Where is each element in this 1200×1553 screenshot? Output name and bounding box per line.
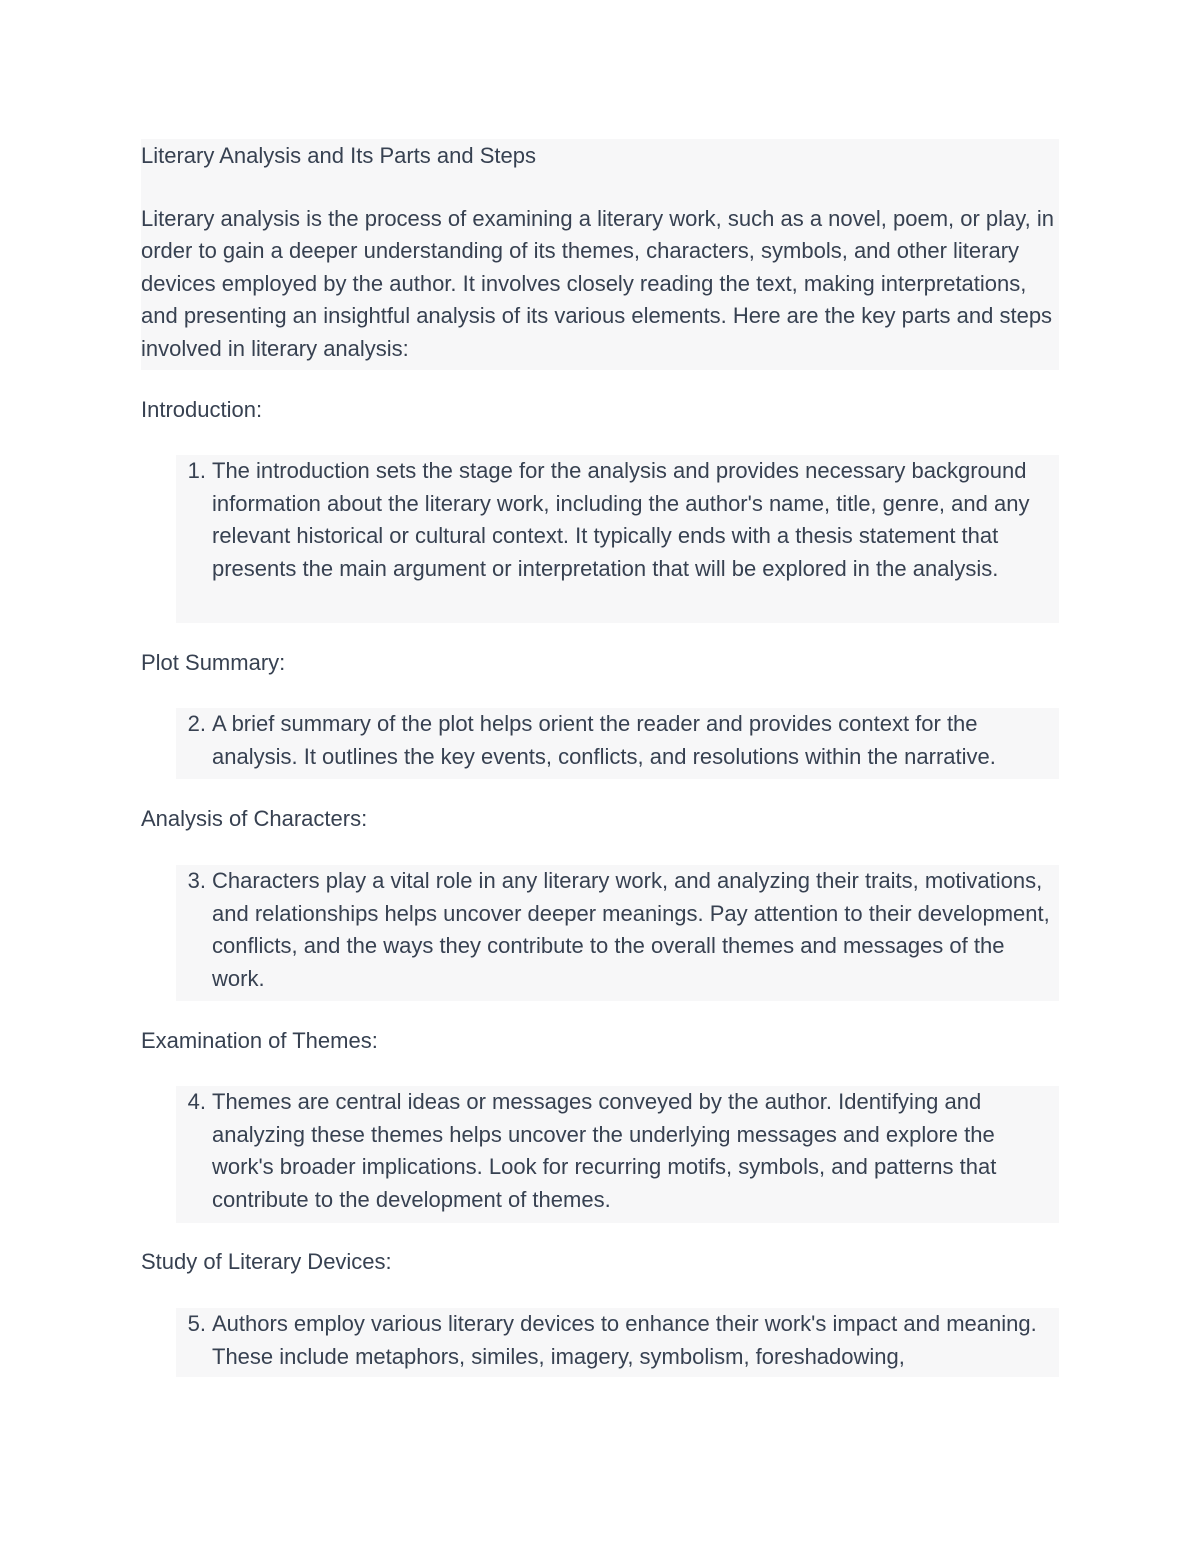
intro-paragraph: Literary analysis is the process of examining a literary work, such as a novel, poem, or play, in order to gain a deeper understanding of its themes, characters, symbols, and other literary devices employed by the author. It involves closely reading the text, making interpretations, and presenting an insightful analysis of its various elements. Here are the key parts and steps involved in literary analysis: bbox=[141, 205, 1054, 361]
list-number: 5. bbox=[187, 1311, 206, 1336]
intro-block bbox=[141, 139, 1059, 370]
section-heading-themes: Examination of Themes: bbox=[141, 1028, 378, 1053]
section-heading-plot-summary: Plot Summary: bbox=[141, 650, 286, 675]
list-item-text: A brief summary of the plot helps orient the reader and provides context for the analysis. It outlines the key events, conflicts, and resolutions within the narrative. bbox=[212, 711, 996, 769]
list-item bbox=[176, 1308, 1059, 1377]
section-heading-introduction: Introduction: bbox=[141, 397, 263, 422]
list-item bbox=[176, 708, 1059, 779]
section-heading-literary-devices: Study of Literary Devices: bbox=[141, 1249, 392, 1274]
list-number: 3. bbox=[187, 868, 206, 893]
section-heading-characters: Analysis of Characters: bbox=[141, 806, 368, 831]
document-title: Literary Analysis and Its Parts and Steps bbox=[141, 143, 536, 168]
list-item-text: Characters play a vital role in any literary work, and analyzing their traits, motivations, and relationships helps uncover deeper meanings. Pay attention to their development, conflicts, and the ways they contribute to the overall themes and messages of the work. bbox=[212, 868, 1050, 991]
list-number: 4. bbox=[187, 1089, 206, 1114]
list-item bbox=[176, 455, 1059, 623]
list-item bbox=[176, 865, 1059, 1001]
list-item bbox=[176, 1086, 1059, 1223]
list-number: 2. bbox=[187, 711, 206, 736]
list-item-text: Authors employ various literary devices to enhance their work's impact and meaning. These include metaphors, similes, imagery, symbolism, foreshadowing, bbox=[212, 1311, 1037, 1369]
list-item-text: The introduction sets the stage for the analysis and provides necessary background information about the literary work, including the author's name, title, genre, and any relevant historical or cultural context. It typically ends with a thesis statement that presents the main argument or interpretation that will be explored in the analysis. bbox=[212, 458, 1030, 581]
list-item-text: Themes are central ideas or messages conveyed by the author. Identifying and analyzing these themes helps uncover the underlying messages and explore the work's broader implications. Look for recurring motifs, symbols, and patterns that contribute to the development of themes. bbox=[212, 1089, 997, 1212]
list-number: 1. bbox=[187, 458, 206, 483]
